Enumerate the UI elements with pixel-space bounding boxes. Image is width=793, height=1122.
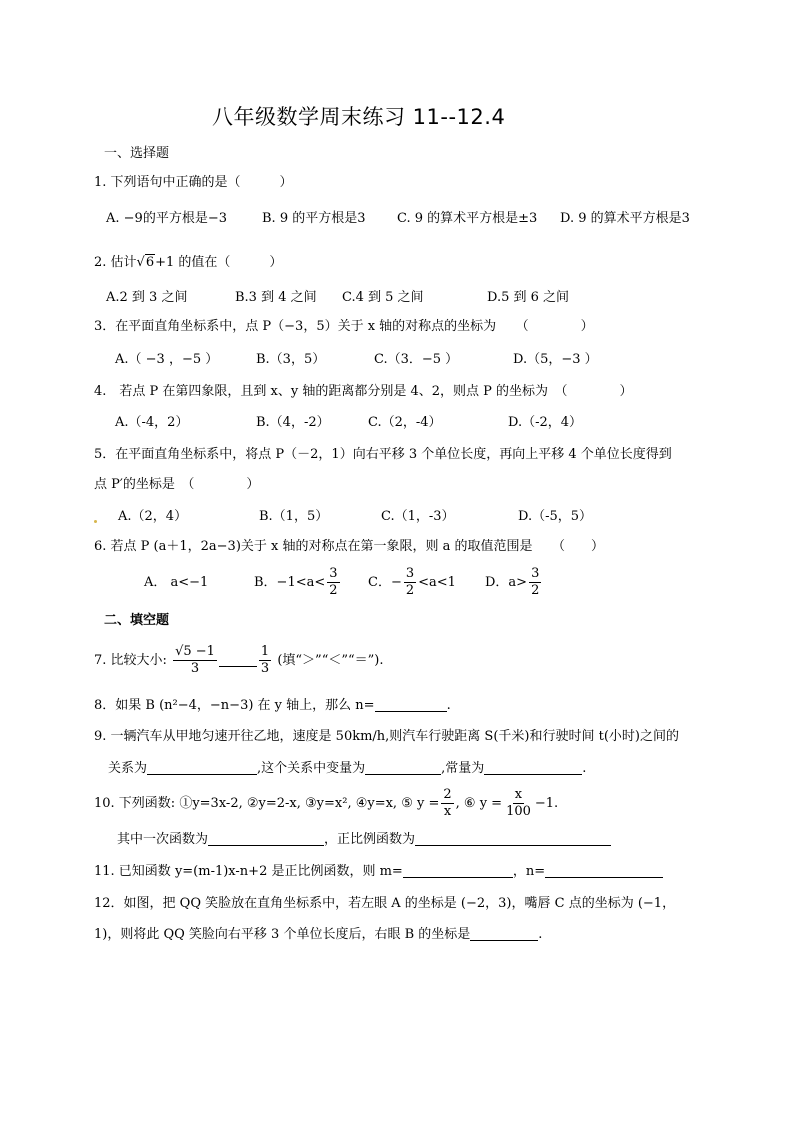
q5-option-c: C.（1，-3） (381, 509, 455, 524)
q1-option-a: A. −9的平方根是−3 (106, 211, 227, 226)
q9-tail: . (582, 761, 587, 776)
q9-part2: ,这个关系中变量为 (257, 761, 366, 776)
q8-stem: 8．如果 B (n²−4，−n−3) 在 y 轴上，那么 n= (94, 698, 375, 713)
q8-tail: . (446, 698, 451, 713)
fraction-denominator: x (443, 804, 452, 819)
q10-proportional-blank[interactable] (415, 831, 611, 846)
q6-option-d (485, 564, 543, 602)
q3-option-b: B.（3，5） (256, 352, 326, 367)
q1-option-d: D. 9 的算术平方根是3 (560, 211, 690, 226)
q11-mid: ，n= (512, 864, 546, 879)
fraction-numerator: 2 (443, 787, 452, 802)
q12-line2 (94, 926, 542, 944)
q7-fraction-left (173, 644, 217, 677)
q2-stem (94, 254, 282, 272)
q6-option-b-prefix: B．−1<a< (254, 575, 326, 590)
q4-option-a: A.（-4，2） (115, 415, 189, 430)
q2-stem-before: 2. 估计 (94, 255, 137, 270)
fraction-denominator: 100 (506, 804, 531, 819)
sqrt-symbol: √6 (136, 255, 155, 270)
q11-stem: 11. 已知函数 y=(m-1)x-n+2 是正比例函数，则 m= (94, 864, 403, 879)
q2-option-c: C.4 到 5 之间 (342, 290, 424, 305)
q4-stem: 4. 若点 P 在第四象限，且到 x、y 轴的距离都分别是 4、2，则点 P 的坐标为 （ ） (94, 384, 633, 399)
q1-option-b: B. 9 的平方根是3 (262, 211, 366, 226)
q9-variables-blank[interactable] (365, 760, 441, 775)
q12-line1: 12．如图，把 QQ 笑脸放在直角坐标系中，若左眼 A 的坐标是 (−2，3)，嘴唇 C 点的坐标为 (−1， (94, 896, 676, 911)
q2-radicand: 6 (145, 255, 155, 270)
q6-option-a: A． a<−1 (144, 575, 209, 590)
q5-stem-line1: 5．在平面直角坐标系中，将点 P（－2，1）向右平移 3 个单位长度，再向上平移 4 个单位长度得到 (94, 447, 672, 462)
fraction-denominator: 3 (260, 661, 270, 676)
q9-line1: 9. 一辆汽车从甲地匀速开往乙地，速度是 50km/h,则汽车行驶距离 S(千米)和行驶时间 t(小时)之间的 (94, 729, 679, 744)
q10-line1 (94, 784, 558, 824)
q9-line2 (108, 760, 586, 778)
fraction-denominator: 3 (190, 661, 200, 676)
fraction-denominator: 2 (405, 583, 415, 598)
q4-option-d: D.（-2，4） (508, 415, 583, 430)
q9-part1: 关系为 (108, 761, 148, 776)
q4-option-b: B.（4，-2） (256, 415, 330, 430)
yellow-dot-mark (94, 520, 97, 523)
q6-stem: 6. 若点 P (a＋1，2a−3)关于 x 轴的对称点在第一象限，则 a 的取值范围是 （ ） (94, 539, 605, 554)
q10-line1-tail: −1. (534, 796, 559, 811)
q10-fraction-6 (504, 787, 533, 820)
q11-m-blank[interactable] (403, 863, 513, 878)
q3-option-d: D.（5，−3 ） (513, 352, 598, 367)
q10-mid: , ⑥ y = (455, 796, 503, 811)
q2-option-a: A.2 到 3 之间 (106, 290, 188, 305)
q2-option-b: B.3 到 4 之间 (235, 290, 317, 305)
q1-option-c: C. 9 的算术平方根是±3 (397, 211, 538, 226)
q7-hint: (填“＞”“＜”“＝”). (277, 653, 384, 668)
q12-answer-blank[interactable] (470, 926, 538, 941)
q9-part3: ,常量为 (441, 761, 485, 776)
q10-line2 (117, 831, 611, 849)
q8-line (94, 697, 451, 715)
q2-option-d: D.5 到 6 之间 (487, 290, 570, 305)
q5-option-b: B.（1，5） (259, 509, 329, 524)
q12-tail: . (538, 927, 543, 942)
q3-stem: 3．在平面直角坐标系中，点 P（−3，5）关于 x 轴的对称点的坐标为 （ ） (94, 319, 594, 334)
q6-option-c-suffix: <a<1 (418, 575, 456, 590)
q2-stem-after: +1 的值在（ ） (155, 255, 283, 270)
fraction-numerator: 3 (405, 566, 415, 581)
q5-option-d: D.（-5，5） (518, 509, 593, 524)
q11-line (94, 863, 663, 881)
q12-stem: 1)，则将此 QQ 笑脸向右平移 3 个单位长度后，右眼 B 的坐标是 (94, 927, 471, 942)
fraction-numerator: x (514, 787, 523, 802)
fraction-three-halves (327, 566, 339, 599)
q7-answer-blank[interactable] (219, 652, 257, 667)
q10-linear-label: 其中一次函数为 (117, 832, 209, 847)
fraction-denominator: 2 (531, 583, 540, 598)
worksheet-title: 八年级数学周末练习 11--12.4 (212, 105, 506, 129)
q5-option-a: A.（2，4） (118, 509, 188, 524)
fraction-numerator: 3 (531, 566, 540, 581)
section-multiple-choice: 一、选择题 (104, 146, 170, 161)
fraction-numerator: 1 (260, 644, 270, 659)
q11-n-blank[interactable] (545, 863, 663, 878)
section-fill-in: 二、填空题 (104, 613, 170, 628)
q10-functions: 10. 下列函数: ①y=3x-2, ②y=2-x, ③y=x², ④y=x, ⑤ y = (94, 796, 440, 811)
q7-fraction-right (259, 644, 271, 677)
q3-option-a: A.（ −3 ，−5 ） (115, 352, 219, 367)
q3-option-c: C.（3．−5 ） (374, 352, 459, 367)
q1-stem: 1. 下列语句中正确的是（ ） (94, 175, 293, 190)
q9-constant-blank[interactable] (484, 760, 582, 775)
fraction-denominator: 2 (329, 583, 338, 598)
q6-option-b (254, 564, 342, 602)
q10-proportional-label: ，正比例函数为 (324, 832, 416, 847)
q4-option-c: C.（2，-4） (368, 415, 442, 430)
q5-stem-line2: 点 P′的坐标是 （ ） (94, 477, 260, 492)
q7-line (94, 642, 384, 680)
q6-option-c-prefix: C．− (368, 575, 402, 590)
q6-option-c (368, 564, 456, 602)
fraction-numerator: 3 (329, 566, 338, 581)
fraction-numerator: √5 −1 (175, 644, 215, 659)
q6-option-d-prefix: D．a> (485, 575, 528, 590)
fraction-three-halves (529, 566, 541, 599)
q10-fraction-5 (441, 787, 453, 820)
q9-relation-blank[interactable] (147, 760, 257, 775)
q8-answer-blank[interactable] (375, 697, 447, 712)
q7-label: 7. 比较大小: (94, 653, 167, 668)
q10-linear-blank[interactable] (208, 831, 324, 846)
fraction-three-halves (404, 566, 416, 599)
